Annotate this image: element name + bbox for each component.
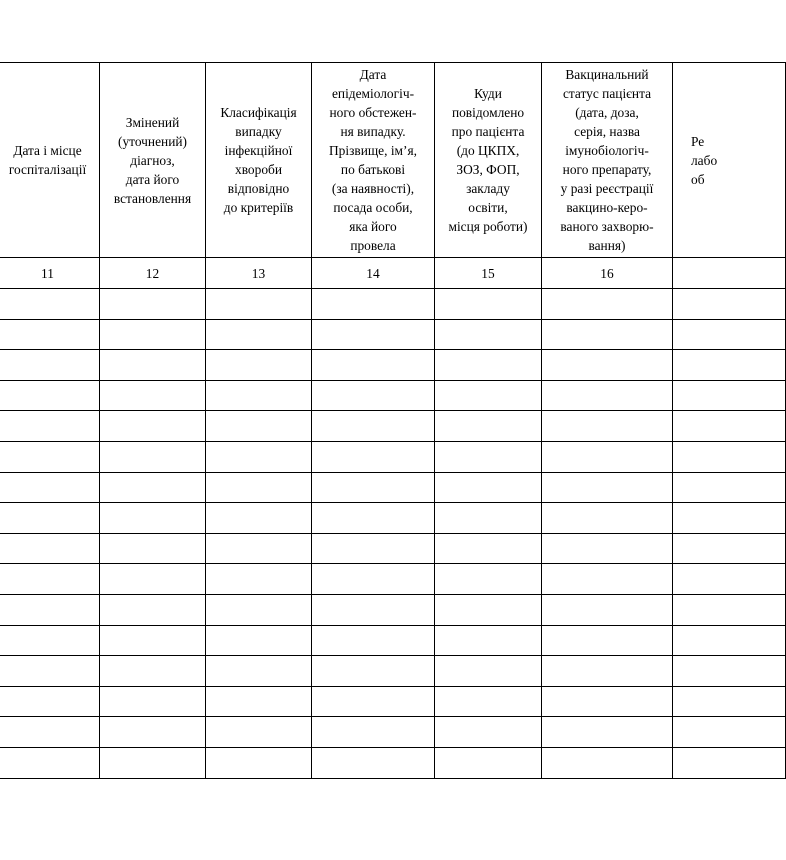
table-row — [0, 564, 786, 595]
table-cell[interactable] — [100, 747, 206, 778]
table-cell[interactable] — [206, 625, 312, 656]
table-cell[interactable] — [312, 472, 435, 503]
table-cell[interactable] — [673, 686, 786, 717]
table-cell[interactable] — [542, 411, 673, 442]
table-cell[interactable] — [206, 686, 312, 717]
table-row — [0, 411, 786, 442]
table-cell[interactable] — [100, 533, 206, 564]
table-cell[interactable] — [435, 594, 542, 625]
table-cell[interactable] — [542, 533, 673, 564]
table-row — [0, 380, 786, 411]
table-cell[interactable] — [542, 717, 673, 748]
table-cell[interactable] — [206, 503, 312, 534]
table-cell[interactable] — [673, 656, 786, 687]
table-row — [0, 625, 786, 656]
col-header-epidemiological-survey: Дата епідеміологіч- ного обстежен- ня випадку. Прізвище, ім’я, по батькові (за наявності), посада особи, яка його провела — [312, 63, 435, 258]
table-cell[interactable] — [100, 380, 206, 411]
col-number: 14 — [312, 258, 435, 289]
table-cell[interactable] — [312, 686, 435, 717]
table-row — [0, 656, 786, 687]
table-cell[interactable] — [673, 533, 786, 564]
table-row — [0, 289, 786, 320]
table-cell[interactable] — [435, 717, 542, 748]
table-cell[interactable] — [673, 564, 786, 595]
table-cell[interactable] — [542, 564, 673, 595]
table-cell[interactable] — [542, 472, 673, 503]
table-cell[interactable] — [0, 594, 100, 625]
table-cell[interactable] — [206, 472, 312, 503]
table-cell[interactable] — [0, 656, 100, 687]
table-row — [0, 686, 786, 717]
table-cell[interactable] — [542, 747, 673, 778]
table-cell[interactable] — [100, 319, 206, 350]
table-cell[interactable] — [206, 380, 312, 411]
table-cell[interactable] — [0, 411, 100, 442]
table-cell[interactable] — [673, 350, 786, 381]
register-table — [0, 62, 786, 779]
table-cell[interactable] — [435, 289, 542, 320]
col-header-vaccination-status: Вакцинальний статус пацієнта (дата, доза, серія, назва імунобіологіч- ного препарату, у разі реєстрації вакцино-керо- ваного захворю- вання) — [542, 63, 673, 258]
table-cell[interactable] — [100, 594, 206, 625]
table-cell[interactable] — [542, 319, 673, 350]
col-number: 12 — [100, 258, 206, 289]
table-cell[interactable] — [312, 564, 435, 595]
table-cell[interactable] — [100, 686, 206, 717]
table-cell[interactable] — [0, 441, 100, 472]
table-cell[interactable] — [435, 503, 542, 534]
table-row — [0, 747, 786, 778]
table-cell[interactable] — [206, 594, 312, 625]
header-row — [0, 63, 786, 258]
table-cell[interactable] — [673, 747, 786, 778]
table-cell[interactable] — [435, 625, 542, 656]
table-cell[interactable] — [673, 717, 786, 748]
table-cell[interactable] — [435, 380, 542, 411]
col-header-hospitalization: Дата і місце госпіталізації — [0, 63, 100, 258]
table-cell[interactable] — [673, 441, 786, 472]
table-cell[interactable] — [435, 747, 542, 778]
table-cell[interactable] — [100, 717, 206, 748]
table-cell[interactable] — [673, 411, 786, 442]
col-number: 11 — [0, 258, 100, 289]
table-row — [0, 717, 786, 748]
col-number — [673, 258, 786, 289]
table-cell[interactable] — [100, 472, 206, 503]
table-cell[interactable] — [312, 350, 435, 381]
table-cell[interactable] — [312, 533, 435, 564]
table-row — [0, 472, 786, 503]
col-number: 16 — [542, 258, 673, 289]
table-cell[interactable] — [206, 717, 312, 748]
table-cell[interactable] — [542, 350, 673, 381]
table-cell[interactable] — [435, 472, 542, 503]
table-cell[interactable] — [312, 319, 435, 350]
table-cell[interactable] — [0, 503, 100, 534]
table-row — [0, 350, 786, 381]
table-cell[interactable] — [312, 503, 435, 534]
table-cell[interactable] — [206, 656, 312, 687]
table-cell[interactable] — [0, 319, 100, 350]
table-cell[interactable] — [100, 503, 206, 534]
table-cell[interactable] — [435, 319, 542, 350]
table-cell[interactable] — [206, 411, 312, 442]
table-cell[interactable] — [435, 533, 542, 564]
table-cell[interactable] — [312, 594, 435, 625]
table-cell[interactable] — [206, 747, 312, 778]
table-row — [0, 503, 786, 534]
col-number: 13 — [206, 258, 312, 289]
table-cell[interactable] — [435, 656, 542, 687]
table-cell[interactable] — [206, 564, 312, 595]
table-cell[interactable] — [542, 441, 673, 472]
table-row — [0, 594, 786, 625]
table-cell[interactable] — [312, 717, 435, 748]
table-cell[interactable] — [0, 747, 100, 778]
table-cell[interactable] — [542, 686, 673, 717]
col-header-changed-diagnosis: Змінений (уточнений) діагноз, дата його встановлення — [100, 63, 206, 258]
table-cell[interactable] — [435, 564, 542, 595]
table-cell[interactable] — [312, 441, 435, 472]
table-cell[interactable] — [542, 656, 673, 687]
table-cell[interactable] — [0, 472, 100, 503]
table-cell[interactable] — [542, 625, 673, 656]
table-cell[interactable] — [673, 625, 786, 656]
table-cell[interactable] — [100, 411, 206, 442]
col-header-notified: Куди повідомлено про пацієнта (до ЦКПХ, ЗОЗ, ФОП, закладу освіти, місця роботи) — [435, 63, 542, 258]
table-cell[interactable] — [312, 747, 435, 778]
table-cell[interactable] — [542, 503, 673, 534]
table-cell[interactable] — [0, 380, 100, 411]
table-cell[interactable] — [100, 350, 206, 381]
table-cell[interactable] — [100, 656, 206, 687]
table-cell[interactable] — [206, 319, 312, 350]
table-cell[interactable] — [0, 533, 100, 564]
table-cell[interactable] — [312, 625, 435, 656]
table-cell[interactable] — [206, 441, 312, 472]
table-cell[interactable] — [312, 380, 435, 411]
table-cell[interactable] — [673, 289, 786, 320]
table-cell[interactable] — [206, 350, 312, 381]
table-cell[interactable] — [206, 289, 312, 320]
table-cell[interactable] — [435, 441, 542, 472]
table-cell[interactable] — [435, 350, 542, 381]
table-cell[interactable] — [542, 289, 673, 320]
table-cell[interactable] — [435, 411, 542, 442]
table-cell[interactable] — [673, 380, 786, 411]
col-header-lab-results: Ре лабо об — [673, 63, 786, 258]
table-cell[interactable] — [100, 441, 206, 472]
table-cell[interactable] — [673, 594, 786, 625]
table-cell[interactable] — [100, 289, 206, 320]
table-cell[interactable] — [206, 533, 312, 564]
table-cell[interactable] — [0, 564, 100, 595]
table-cell[interactable] — [312, 289, 435, 320]
table-cell[interactable] — [312, 656, 435, 687]
table-cell[interactable] — [673, 472, 786, 503]
table-cell[interactable] — [0, 686, 100, 717]
table-cell[interactable] — [0, 289, 100, 320]
table-cell[interactable] — [542, 380, 673, 411]
table-cell[interactable] — [0, 350, 100, 381]
col-number: 15 — [435, 258, 542, 289]
table-cell[interactable] — [542, 594, 673, 625]
table-cell[interactable] — [435, 686, 542, 717]
table-row — [0, 319, 786, 350]
table-cell[interactable] — [100, 625, 206, 656]
col-header-case-classification: Класифікація випадку інфекційної хвороби відповідно до критеріїв — [206, 63, 312, 258]
table-cell[interactable] — [0, 625, 100, 656]
table-cell[interactable] — [673, 503, 786, 534]
table-row — [0, 533, 786, 564]
table-cell[interactable] — [100, 564, 206, 595]
table-row — [0, 441, 786, 472]
column-number-row — [0, 258, 786, 289]
table-cell[interactable] — [673, 319, 786, 350]
table-cell[interactable] — [312, 411, 435, 442]
table-cell[interactable] — [0, 717, 100, 748]
